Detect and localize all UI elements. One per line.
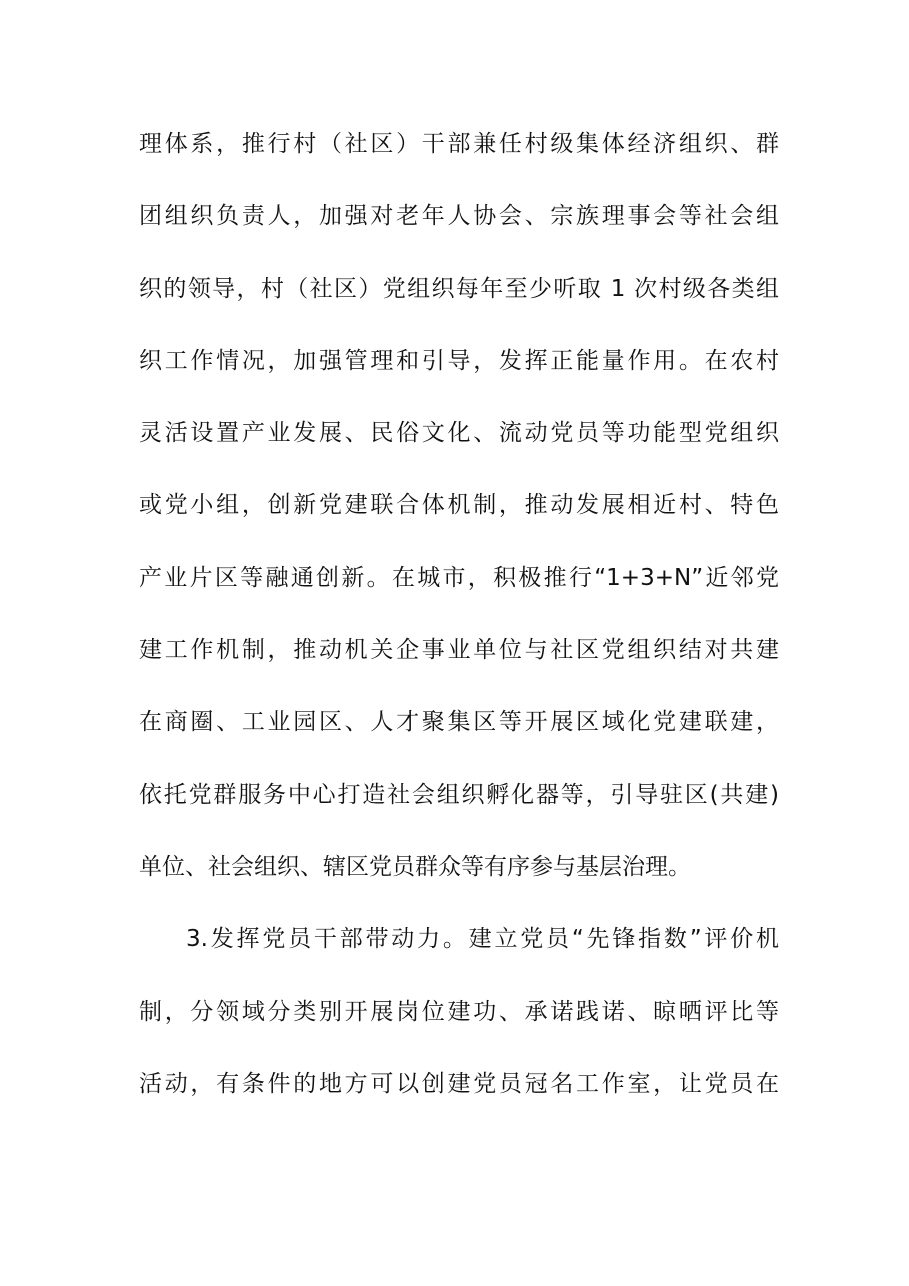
text-line: 或党小组，创新党建联合体机制，推动发展相近村、特色 [139, 492, 779, 519]
section-heading-line: 3.发挥党员干部带动力。建立党员“先锋指数”评价机 [186, 926, 779, 953]
text-line: 织的领导，村（社区）党组织每年至少听取 1 次村级各类组 [139, 275, 779, 302]
text-line: 理体系，推行村（社区）干部兼任村级集体经济组织、群 [139, 131, 779, 157]
text-line: 建工作机制，推动机关企事业单位与社区党组织结对共建 [139, 637, 779, 664]
body-text [139, 120, 779, 1132]
text-line: 依托党群服务中心打造社会组织孵化器等，引导驻区(共建) [139, 781, 779, 808]
text-line: 制，分领域分类别开展岗位建功、承诺践诺、晾晒评比等 [139, 998, 779, 1025]
text-line: 在商圈、工业园区、人才聚集区等开展区域化党建联建， [139, 709, 779, 736]
text-line: 活动，有条件的地方可以创建党员冠名工作室，让党员在 [139, 1070, 779, 1097]
text-line: 团组织负责人，加强对老年人协会、宗族理事会等社会组 [139, 203, 779, 230]
text-line: 灵活设置产业发展、民俗文化、流动党员等功能型党组织 [139, 420, 779, 447]
text-line: 织工作情况，加强管理和引导，发挥正能量作用。在农村 [139, 347, 779, 374]
text-line: 产业片区等融通创新。在城市，积极推行“1+3+N”近邻党 [139, 564, 779, 591]
text-line: 单位、社会组织、辖区党员群众等有序参与基层治理。 [139, 853, 691, 880]
